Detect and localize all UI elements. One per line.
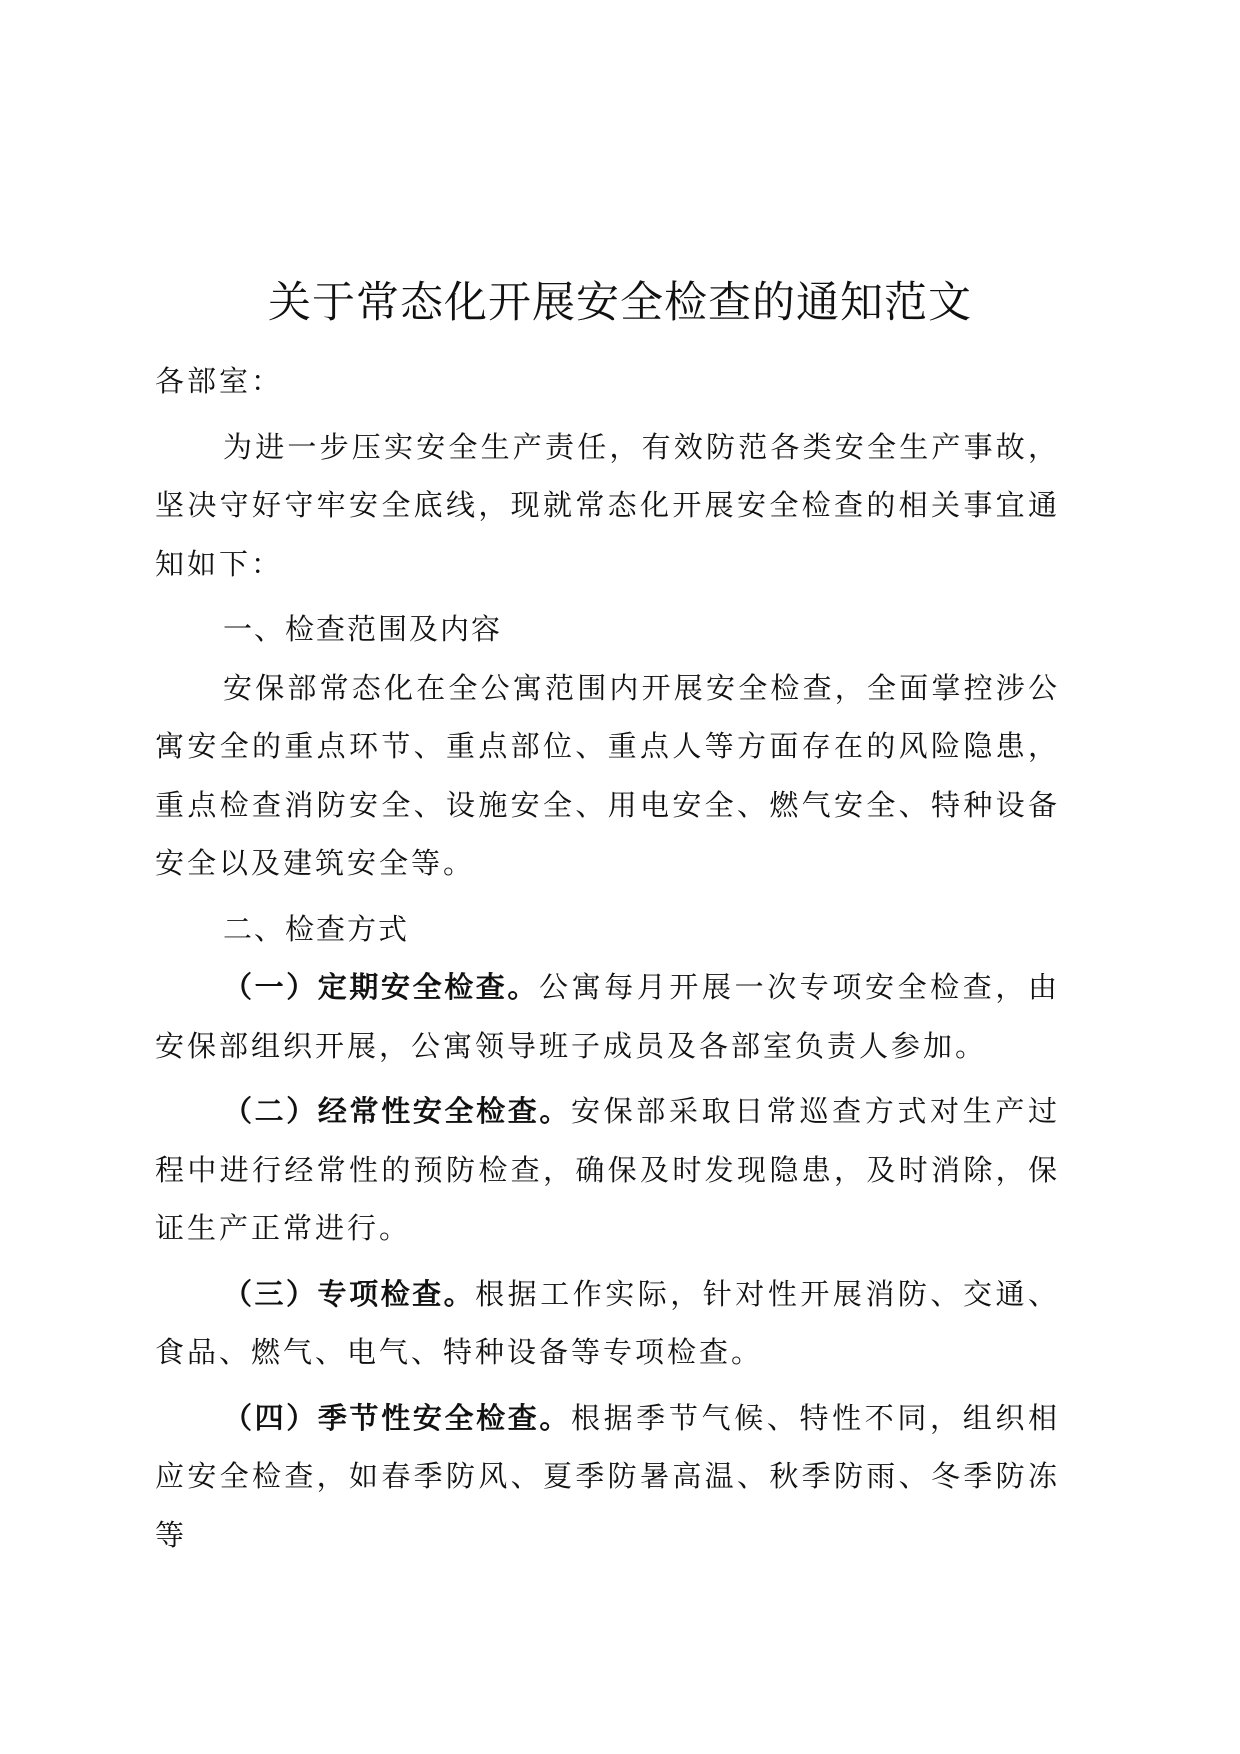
method-item-text: 根据季节气候、特性不同，组织相应安全检查，如春季防风、夏季防暑高温、秋季防雨、冬季防冻等 [155,1400,1060,1552]
method-item-text: 根据工作实际，针对性开展消防、交通、食品、燃气、电气、特种设备等专项检查。 [155,1276,1060,1369]
method-item-lead: （三）专项检查。 [223,1276,476,1311]
method-item-lead: （二）经常性安全检查。 [223,1094,572,1128]
section-scope-paragraph: 安保部常态化在全公寓范围内开展安全检查，全面掌控涉公寓安全的重点环节、重点部位、重点人等方面存在的风险隐患，重点检查消防安全、设施安全、用电安全、燃气安全、特种设备安全以及建筑安全等。 [155,670,1060,880]
document-body [155,352,1060,1564]
method-item-text: 公寓每月开展一次专项安全检查，由安保部组织开展，公寓领导班子成员及各部室负责人参加。 [155,970,1060,1063]
section-heading-method: 二、检查方式 [223,911,410,946]
method-item-seasonal [155,1389,1060,1565]
method-item-periodic [155,958,1060,1075]
method-item-lead: （一）定期安全检查。 [223,970,539,1004]
method-item-text: 安保部采取日常巡查方式对生产过程中进行经常性的预防检查，确保及时发现隐患，及时消除，保证生产正常进行。 [155,1094,1060,1245]
section-heading-scope: 一、检查范围及内容 [223,612,503,646]
intro-paragraph: 为进一步压实安全生产责任，有效防范各类安全生产事故，坚决守好守牢安全底线，现就常态化开展安全检查的相关事宜通知如下： [155,429,1060,581]
document-title: 关于常态化开展安全检查的通知范文 [268,278,972,328]
method-item-regular [155,1082,1060,1258]
method-item-special [155,1265,1060,1382]
salutation: 各部室： [155,364,284,398]
method-item-lead: （四）季节性安全检查。 [223,1400,572,1435]
